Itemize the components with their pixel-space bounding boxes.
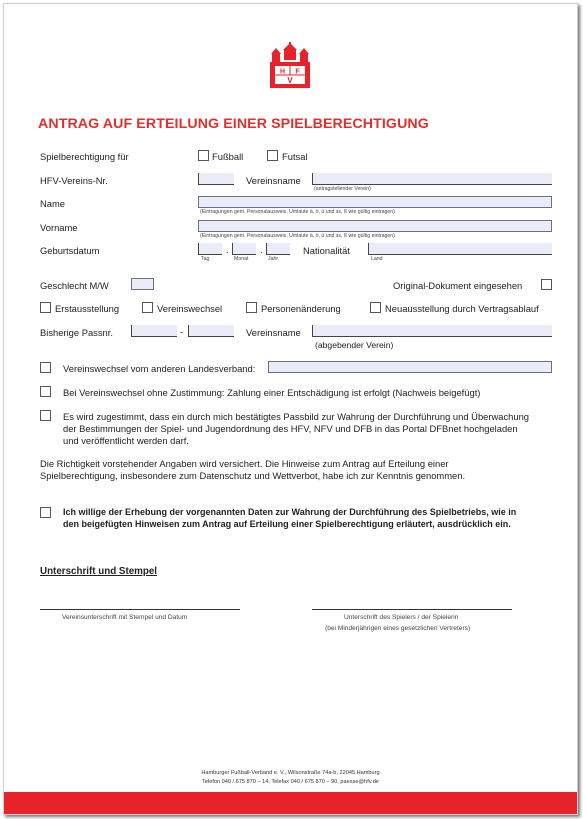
svg-text:H: H (279, 68, 286, 76)
vereins-nr-label: HFV-Vereins-Nr. (40, 175, 108, 186)
date-dot-2: . (260, 244, 263, 255)
vereinsname-hint: (antragstellender Verein) (314, 186, 371, 192)
landesverband-label: Vereinswechsel vom anderen Landesverband: (63, 363, 256, 374)
dfbnet-line-1: Es wird zugestimmt, dass ein durch mich bestätigtes Passbild zur Wahrung der Durchführung und Überwachung (63, 411, 530, 422)
bisherige-passnr-label: Bisherige Passnr. (40, 327, 113, 338)
personenaenderung-checkbox[interactable] (246, 302, 257, 313)
vereinsname-field[interactable] (312, 173, 552, 185)
date-dot-1: . (226, 244, 229, 255)
name-label: Name (40, 198, 66, 209)
vereinswechsel-label: Vereinswechsel (157, 303, 223, 314)
original-checkbox[interactable] (541, 279, 552, 290)
player-signature-caption-1: Unterschrift des Spielers / der Spielerin (344, 614, 459, 621)
nationalitaet-label: Nationalität (303, 245, 350, 256)
neuausstellung-checkbox[interactable] (370, 302, 381, 313)
monat-hint: Monat (234, 256, 249, 262)
jahr-field[interactable] (266, 243, 290, 255)
erstausstellung-label: Erstausstellung (55, 303, 120, 314)
fussball-label: Fußball (212, 151, 244, 162)
name-hint: (Eintragungen gem. Personalausweis, Umlaute ä, ö, ü und ss, ß wie gültig eintragen) (200, 209, 395, 215)
vorname-label: Vorname (40, 222, 78, 233)
entschaedigung-checkbox[interactable] (40, 386, 51, 397)
jahr-hint: Jahr (268, 256, 279, 262)
name-field[interactable] (198, 196, 552, 208)
consent-line-1: Ich willige der Erhebung der vorgenannten Daten zur Wahrung der Durchführung des Spielbetriebs, wie in (63, 507, 517, 517)
original-label: Original-Dokument eingesehen (393, 280, 523, 291)
geschlecht-field[interactable] (131, 278, 154, 290)
dfbnet-line-3: und veröffentlicht werden darf. (63, 435, 189, 446)
passnr-field-2[interactable] (188, 325, 234, 337)
spielberechtigung-label: Spielberechtigung für (40, 151, 129, 162)
passnr-field-1[interactable] (131, 325, 177, 337)
nationalitaet-field[interactable] (368, 243, 552, 255)
vereinsname2-label: Vereinsname (246, 327, 301, 338)
erstausstellung-checkbox[interactable] (40, 302, 51, 313)
fussball-checkbox[interactable] (198, 150, 209, 161)
footer-contact: Telefon 040 / 675 870 – 14, Telefax 040 / 675 870 – 90, paesse@hfv.de (202, 779, 379, 785)
geburtsdatum-label: Geburtsdatum (40, 245, 100, 256)
passnr-dash: - (180, 326, 184, 337)
consent-line-2: den beigefügten Hinweisen zum Antrag auf Erteilung einer Spielberechtigung erläutert, ausdrücklich ein. (63, 519, 511, 529)
land-hint: Land (371, 256, 383, 262)
hfv-logo (266, 42, 314, 90)
abgebender-verein-field[interactable] (312, 325, 552, 337)
personenaenderung-label: Personenänderung (261, 303, 341, 314)
svg-text:V: V (287, 76, 293, 85)
player-signature-caption-2: (bei Minderjährigen eines gesetzlichen Vertreters) (325, 625, 471, 632)
dfbnet-checkbox[interactable] (40, 410, 51, 421)
geschlecht-label: Geschlecht M/W (40, 280, 109, 291)
tag-hint: Tag (201, 256, 210, 262)
signature-heading: Unterschrift und Stempel (40, 566, 158, 577)
landesverband-checkbox[interactable] (40, 362, 51, 373)
svg-text:F: F (295, 68, 300, 76)
declaration-line-2: Spielberechtigung, insbesondere zum Datenschutz und Wettverbot, habe ich zur Kenntnis genommen. (40, 470, 466, 481)
neuausstellung-label: Neuausstellung durch Vertragsablauf (385, 303, 539, 314)
tag-field[interactable] (198, 243, 222, 255)
club-signature-line[interactable] (40, 609, 240, 610)
footer-red-bar (4, 792, 577, 814)
vorname-hint: (Eintragungen gem. Personalausweis, Umlaute ä, ö, ü und ss, ß wie gültig eintragen) (200, 233, 395, 239)
form-page (3, 3, 578, 815)
entschaedigung-label: Bei Vereinswechsel ohne Zustimmung: Zahlung einer Entschädigung ist erfolgt (Nachweis beigefügt) (63, 387, 481, 398)
dfbnet-line-2: der Bestimmungen der Spiel- und Jugendordnung des HFV, NFV und DFB in das Portal DFBnet hochgeladen (63, 423, 518, 434)
landesverband-field[interactable] (268, 361, 552, 373)
consent-checkbox[interactable] (40, 507, 51, 518)
futsal-checkbox[interactable] (267, 150, 278, 161)
declaration-line-1: Die Richtigkeit vorstehender Angaben wird versichert. Die Hinweise zum Antrag auf Erteilung einer (40, 458, 449, 469)
vereinsname-label: Vereinsname (246, 175, 301, 186)
abgebender-verein-hint: (abgebender Verein) (315, 340, 394, 350)
club-signature-caption: Vereinsunterschrift mit Stempel und Datum (62, 614, 188, 621)
vereins-nr-field[interactable] (198, 173, 234, 185)
vorname-field[interactable] (198, 220, 552, 232)
vereinswechsel-checkbox[interactable] (142, 302, 153, 313)
futsal-label: Futsal (282, 151, 308, 162)
footer-address: Hamburger Fußball-Verband e. V., Wilsonstraße 74a-b, 22045 Hamburg (201, 770, 380, 776)
player-signature-line[interactable] (312, 609, 512, 610)
page-title: ANTRAG AUF ERTEILUNG EINER SPIELBERECHTIGUNG (38, 116, 429, 132)
monat-field[interactable] (232, 243, 256, 255)
